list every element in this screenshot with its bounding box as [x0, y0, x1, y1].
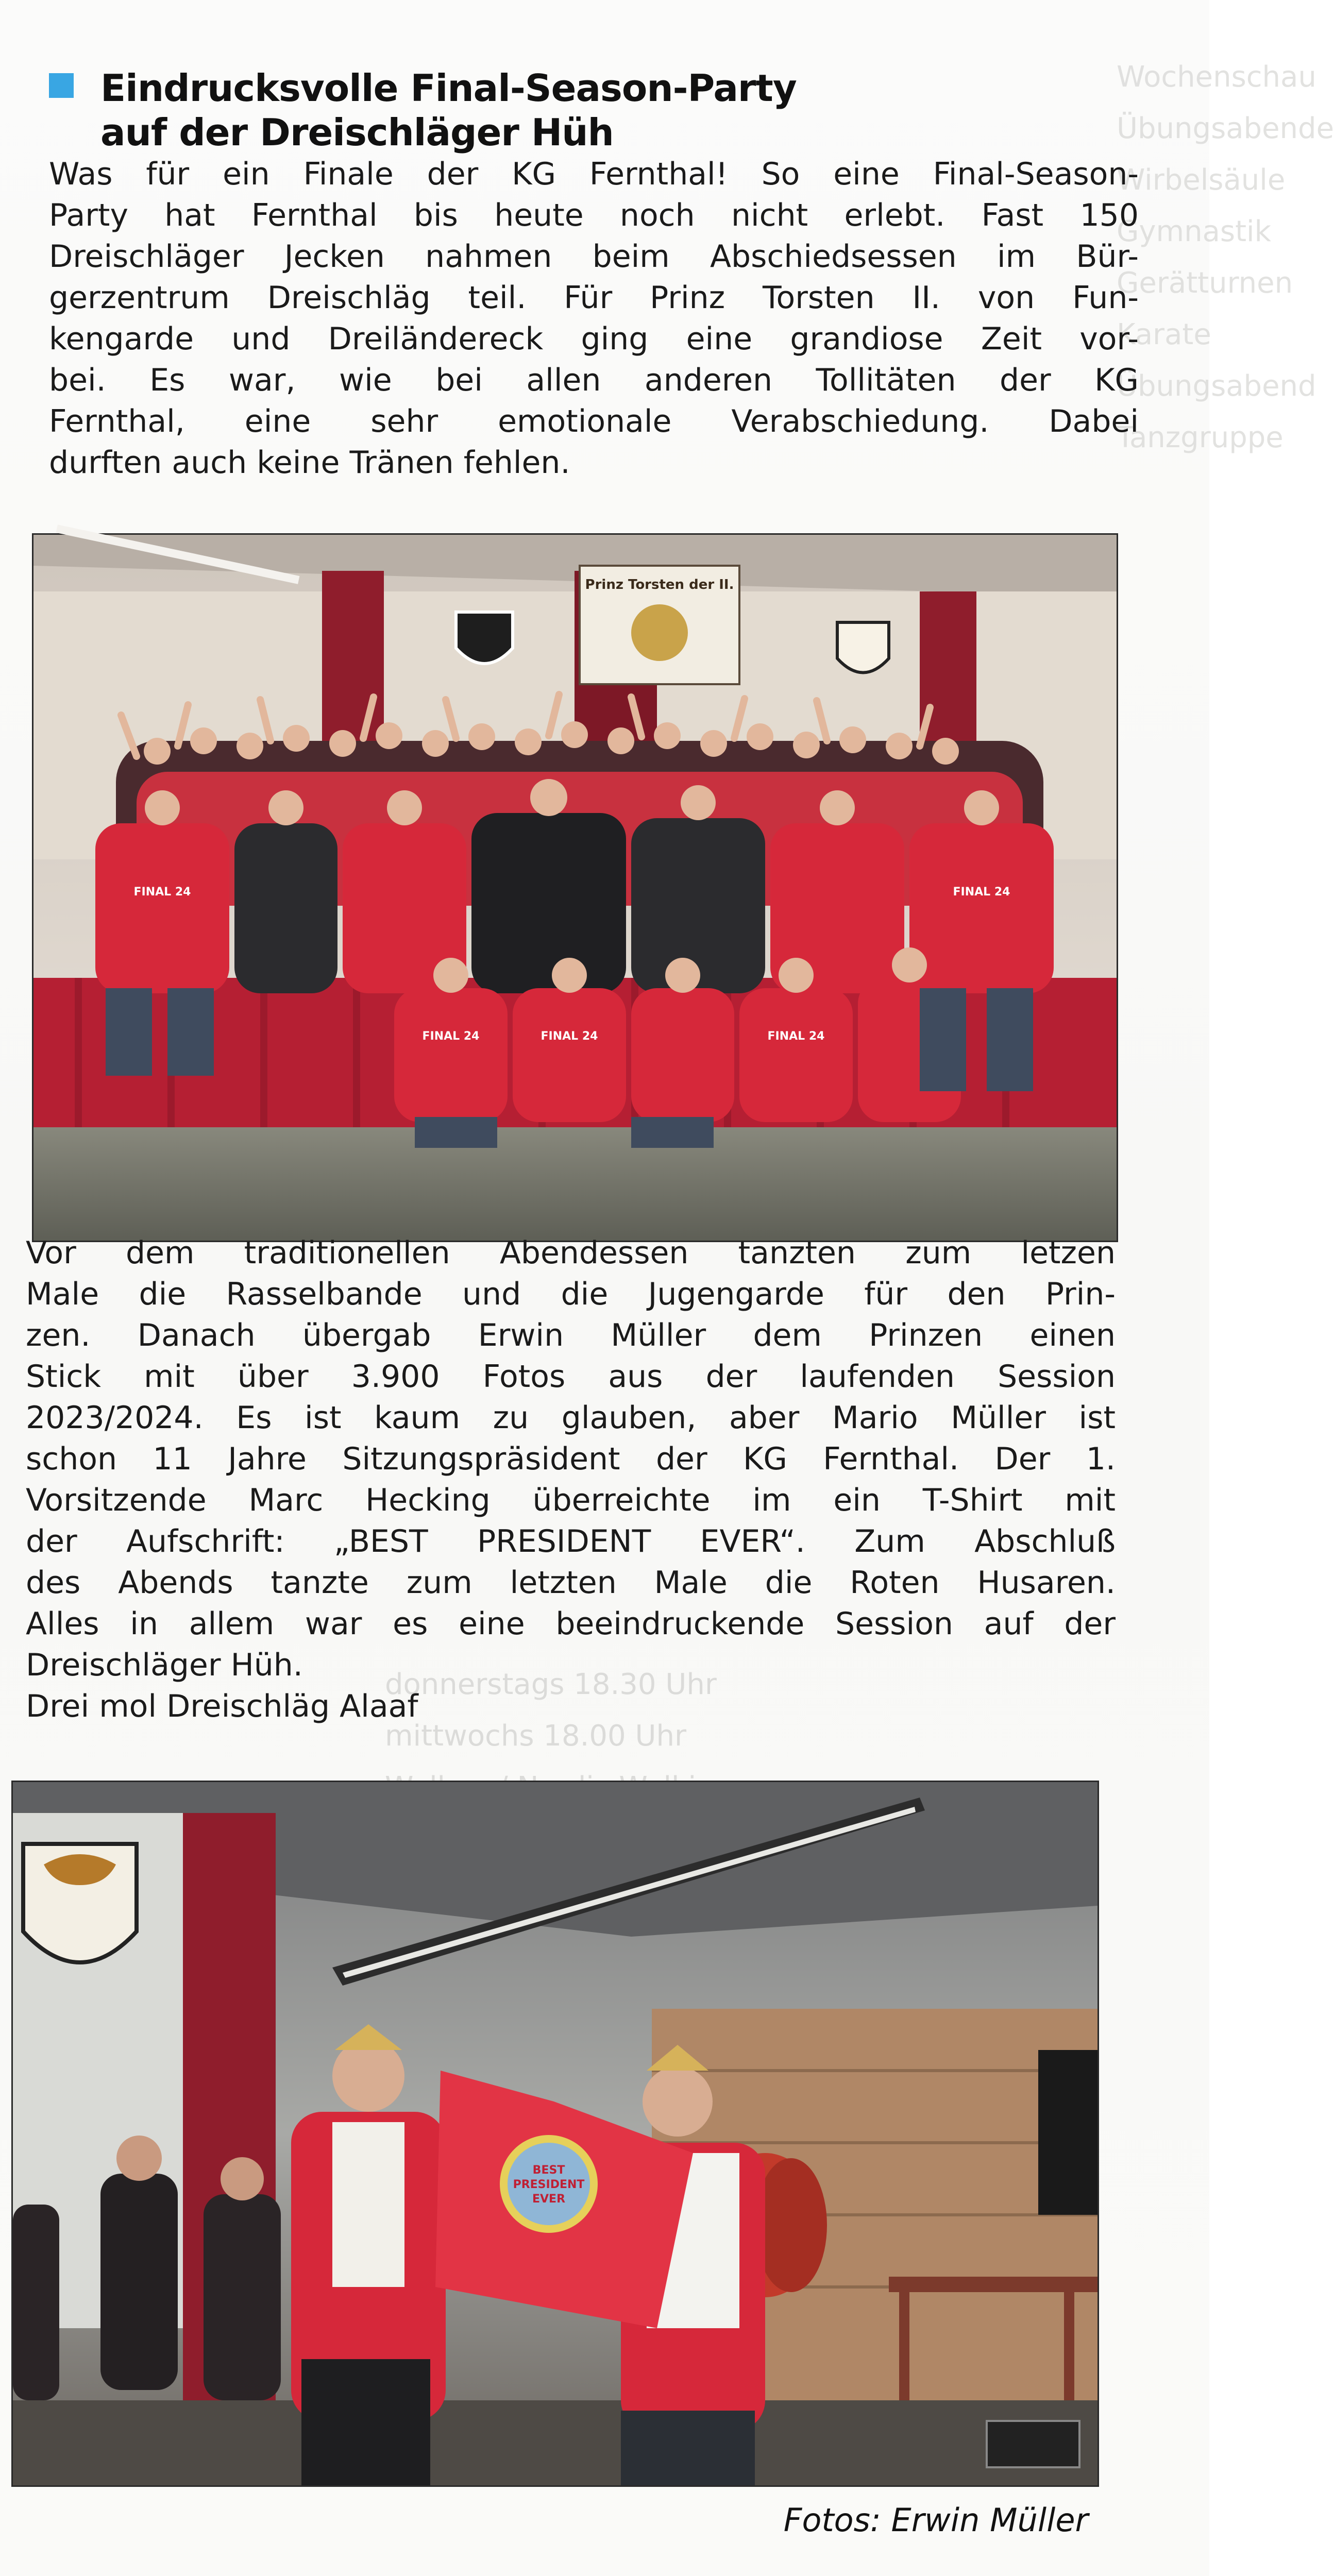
paragraph-line: 2023/2024. Es ist kaum zu glauben, aber Mario Müller ist [26, 1400, 1116, 1436]
paragraph-line: Dreischläger Hüh. [26, 1647, 303, 1683]
paragraph-line: Dreischläger Jecken nahmen beim Abschiedsessen im Bür- [49, 239, 1139, 275]
paragraph-line: Stick mit über 3.900 Fotos aus der laufenden Session [26, 1359, 1116, 1395]
article-headline-block [49, 66, 1028, 155]
photo1-shirt-text: FINAL 24 [767, 1030, 825, 1043]
paragraph-line: schon 11 Jahre Sitzungspräsident der KG Fernthal. Der 1. [26, 1441, 1116, 1477]
photo1-shirt-text: FINAL 24 [133, 886, 191, 899]
article-paragraph-intro [49, 154, 1139, 483]
bleed-through-text-right: Wochenschau Übungsabende Wirbelsäule Gymnastik Gerätturnen Karate Übungsabend Tanzgruppe [1117, 60, 1334, 454]
headline-line-2: auf der Dreischläger Hüh [100, 111, 614, 154]
tshirt-handover-photo [11, 1781, 1099, 2487]
group-photo [32, 533, 1118, 1242]
photo-credit: Fotos: Erwin Müller [783, 2501, 1088, 2539]
paragraph-line: Fernthal, eine sehr emotionale Verabschiedung. Dabei [49, 403, 1139, 439]
photo2-shirt-text-2: PRESIDENT [513, 2178, 585, 2191]
article-paragraph-body [26, 1232, 1116, 1727]
paragraph-line: kengarde und Dreiländereck ging eine grandiose Zeit vor- [49, 321, 1139, 357]
photo2-shirt-text-1: BEST [532, 2164, 565, 2177]
photo1-banner-text: Prinz Torsten der II. [585, 577, 734, 592]
paragraph-line: gerzentrum Dreischläg teil. Für Prinz Torsten II. von Fun- [49, 280, 1139, 316]
paragraph-line: Party hat Fernthal bis heute noch nicht erlebt. Fast 150 [49, 197, 1139, 233]
photo2-shirt-text-3: EVER [532, 2193, 566, 2206]
paragraph-line: Drei mol Dreischläg Alaaf [26, 1688, 418, 1724]
paragraph-line: Vorsitzende Marc Hecking überreichte im ein T-Shirt mit [26, 1482, 1116, 1518]
photo1-shirt-text: FINAL 24 [541, 1030, 598, 1043]
paragraph-line: der Aufschrift: „BEST PRESIDENT EVER“. Zum Abschluß [26, 1523, 1116, 1560]
paragraph-line: durften auch keine Tränen fehlen. [49, 445, 570, 481]
paragraph-line: bei. Es war, wie bei allen anderen Tollitäten der KG [49, 362, 1139, 398]
paragraph-line: Alles in allem war es eine beeindruckende Session auf der [26, 1606, 1116, 1642]
paragraph-line: Vor dem traditionellen Abendessen tanzten zum letzen [26, 1235, 1116, 1271]
article-headline [100, 66, 1028, 155]
headline-bullet-icon [49, 73, 74, 98]
paragraph-line: zen. Danach übergab Erwin Müller dem Prinzen einen [26, 1317, 1116, 1353]
headline-line-1: Eindrucksvolle Final-Season-Party [100, 66, 797, 110]
photo1-shirt-text: FINAL 24 [422, 1030, 480, 1043]
photo1-shirt-text: FINAL 24 [953, 886, 1010, 899]
paragraph-line: Male die Rasselbande und die Jugengarde für den Prin- [26, 1276, 1116, 1312]
bleed-through-text-lower: donnerstags 18.30 Uhr mittwochs 18.00 Uhr [385, 1668, 717, 1753]
paragraph-line: Was für ein Finale der KG Fernthal! So eine Final-Season- [49, 156, 1139, 192]
paragraph-line: des Abends tanzte zum letzten Male die Roten Husaren. [26, 1565, 1116, 1601]
